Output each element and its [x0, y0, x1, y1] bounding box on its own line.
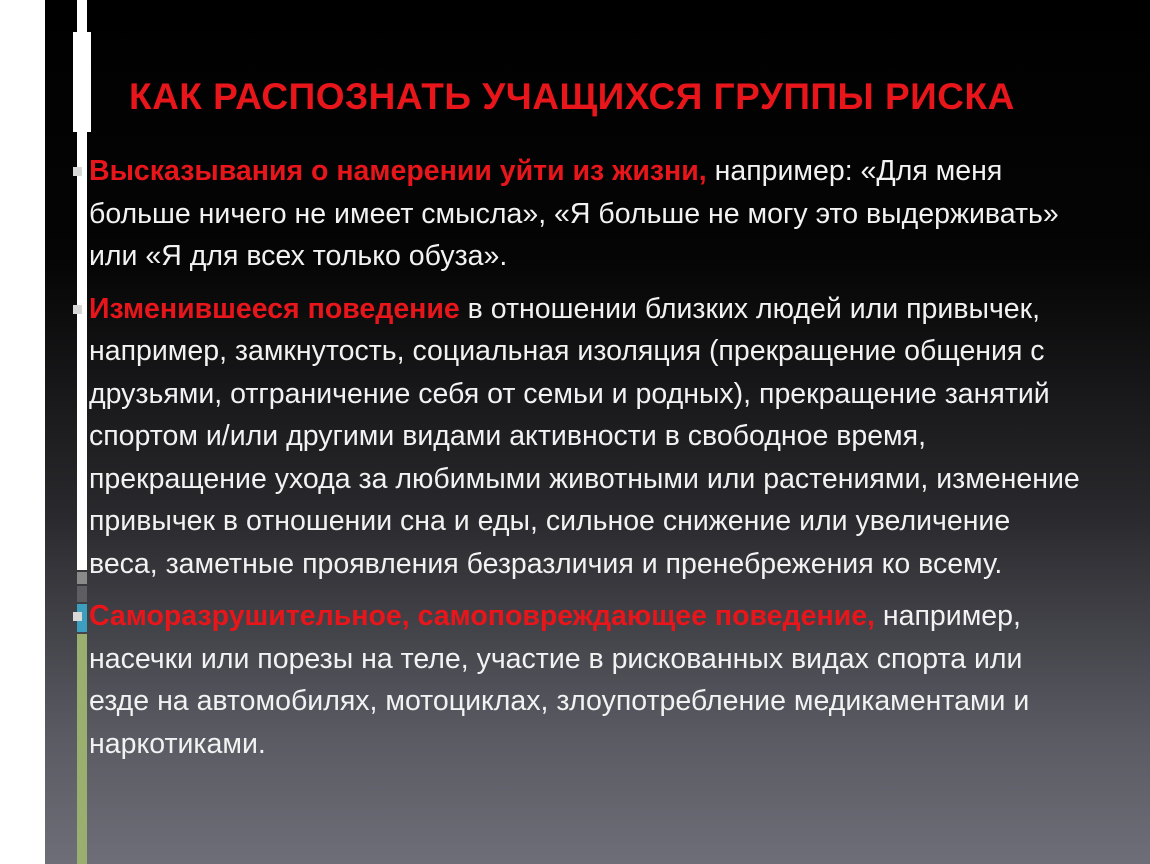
decorative-bars	[73, 32, 91, 132]
bullet-text: например, насечки или порезы на теле, участие в рискованных видах спорта или езде на автомобилях, мотоциклах, злоупотребление медикаментами и наркотиками.	[89, 600, 1030, 760]
list-item	[72, 595, 1082, 765]
slide-title: КАК РАСПОЗНАТЬ УЧАЩИХСЯ ГРУППЫ РИСКА	[129, 76, 1015, 117]
bullet-text: например: «Для меня больше ничего не имеет смысла», «Я больше не могу это выдерживать» или «Я для всех только обуза».	[89, 155, 1059, 272]
bullet-highlight: Высказывания о намерении уйти из жизни,	[89, 155, 707, 187]
list-item	[72, 150, 1082, 278]
bullet-square-icon	[73, 612, 82, 621]
bullet-list	[72, 150, 1082, 775]
bullet-text: в отношении близких людей или привычек, например, замкнутость, социальная изоляция (прекращение общения с друзьями, отграничение себя от семьи и родных), прекращение занятий спортом и/или другими видами активности в свободное время, прекращение ухода за любимыми животными или растениями, изменение привычек в отношении сна и еды, сильное снижение или увеличение веса, заметные проявления безразличия и пренебрежения ко всему.	[89, 292, 1080, 580]
bullet-square-icon	[73, 305, 82, 314]
bullet-highlight: Изменившееся поведение	[89, 292, 460, 325]
list-item	[72, 288, 1082, 586]
bullet-highlight: Саморазрушительное, самоповреждающее поведение,	[89, 600, 875, 632]
bullet-square-icon	[73, 167, 82, 176]
